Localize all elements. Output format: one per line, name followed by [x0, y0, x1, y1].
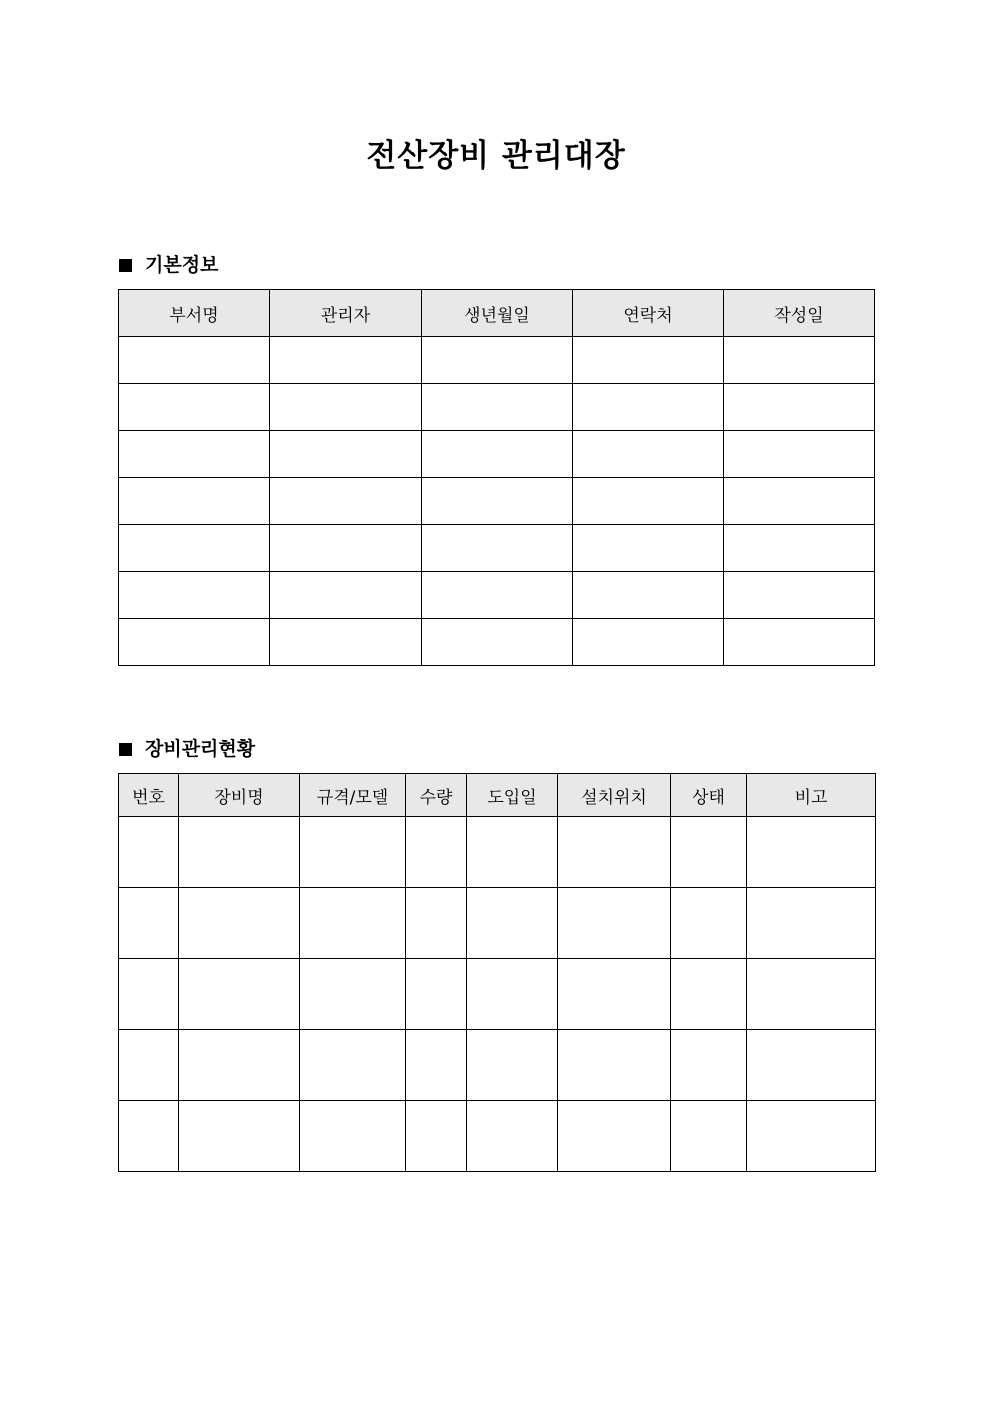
table-cell[interactable] [747, 959, 876, 1030]
table-cell[interactable] [300, 959, 406, 1030]
table-cell[interactable] [179, 1030, 300, 1101]
table-cell[interactable] [747, 1101, 876, 1172]
table-cell[interactable] [406, 817, 467, 888]
column-header-equipment-name: 장비명 [179, 774, 300, 817]
table-row [119, 337, 875, 384]
table-cell[interactable] [724, 572, 875, 619]
table-row [119, 1030, 876, 1101]
table-cell[interactable] [270, 572, 422, 619]
table-cell[interactable] [671, 888, 747, 959]
table-cell[interactable] [724, 478, 875, 525]
table-cell[interactable] [270, 478, 422, 525]
table-cell[interactable] [467, 1030, 558, 1101]
column-header-introduction-date: 도입일 [467, 774, 558, 817]
table-cell[interactable] [558, 959, 671, 1030]
column-header-department: 부서명 [119, 290, 270, 337]
column-header-spec-model: 규격/모델 [300, 774, 406, 817]
document-title: 전산장비 관리대장 [366, 138, 626, 174]
table-cell[interactable] [119, 1101, 179, 1172]
section-heading-equipment-status [119, 736, 255, 762]
column-header-date-written: 작성일 [724, 290, 875, 337]
table-row [119, 1101, 876, 1172]
column-header-status: 상태 [671, 774, 747, 817]
table-cell[interactable] [671, 1101, 747, 1172]
table-cell[interactable] [558, 1101, 671, 1172]
table-cell[interactable] [179, 1101, 300, 1172]
table-row [119, 525, 875, 572]
square-bullet-icon [119, 743, 132, 756]
table-cell[interactable] [671, 817, 747, 888]
column-header-remarks: 비고 [747, 774, 876, 817]
table-cell[interactable] [119, 337, 270, 384]
table-cell[interactable] [119, 888, 179, 959]
table-cell[interactable] [300, 1030, 406, 1101]
basic-info-table [118, 289, 875, 666]
table-cell[interactable] [747, 1030, 876, 1101]
table-row [119, 572, 875, 619]
table-cell[interactable] [270, 619, 422, 666]
table-cell[interactable] [422, 337, 573, 384]
table-cell[interactable] [119, 1030, 179, 1101]
table-row [119, 959, 876, 1030]
table-cell[interactable] [467, 1101, 558, 1172]
table-cell[interactable] [119, 817, 179, 888]
table-cell[interactable] [119, 959, 179, 1030]
table-cell[interactable] [573, 619, 724, 666]
table-cell[interactable] [422, 431, 573, 478]
square-bullet-icon [119, 259, 132, 272]
section-heading-basic-info [119, 252, 218, 278]
table-cell[interactable] [558, 1030, 671, 1101]
table-cell[interactable] [406, 1101, 467, 1172]
table-row [119, 619, 875, 666]
table-cell[interactable] [573, 337, 724, 384]
table-cell[interactable] [179, 817, 300, 888]
table-header-row [119, 774, 876, 817]
table-cell[interactable] [119, 384, 270, 431]
table-cell[interactable] [724, 431, 875, 478]
table-cell[interactable] [179, 888, 300, 959]
table-cell[interactable] [573, 431, 724, 478]
table-cell[interactable] [724, 384, 875, 431]
table-row [119, 888, 876, 959]
table-cell[interactable] [270, 431, 422, 478]
table-cell[interactable] [747, 817, 876, 888]
table-cell[interactable] [724, 619, 875, 666]
table-cell[interactable] [467, 817, 558, 888]
table-cell[interactable] [558, 888, 671, 959]
table-header-row [119, 290, 875, 337]
column-header-number: 번호 [119, 774, 179, 817]
table-cell[interactable] [422, 572, 573, 619]
table-cell[interactable] [724, 337, 875, 384]
table-row [119, 817, 876, 888]
table-cell[interactable] [406, 888, 467, 959]
table-cell[interactable] [573, 384, 724, 431]
table-row [119, 478, 875, 525]
column-header-quantity: 수량 [406, 774, 467, 817]
table-cell[interactable] [406, 1030, 467, 1101]
table-cell[interactable] [119, 572, 270, 619]
table-cell[interactable] [119, 431, 270, 478]
table-cell[interactable] [270, 525, 422, 572]
table-cell[interactable] [300, 888, 406, 959]
table-cell[interactable] [119, 525, 270, 572]
table-cell[interactable] [300, 817, 406, 888]
column-header-contact: 연락처 [573, 290, 724, 337]
table-cell[interactable] [558, 817, 671, 888]
table-cell[interactable] [300, 1101, 406, 1172]
table-cell[interactable] [573, 572, 724, 619]
table-cell[interactable] [467, 959, 558, 1030]
section-heading-label: 기본정보 [145, 254, 219, 276]
table-cell[interactable] [671, 1030, 747, 1101]
table-cell[interactable] [270, 337, 422, 384]
table-cell[interactable] [573, 478, 724, 525]
section-heading-label: 장비관리현황 [145, 738, 256, 760]
table-cell[interactable] [119, 619, 270, 666]
table-row [119, 384, 875, 431]
table-cell[interactable] [422, 525, 573, 572]
equipment-status-table [118, 773, 876, 1172]
table-cell[interactable] [406, 959, 467, 1030]
table-cell[interactable] [119, 478, 270, 525]
table-cell[interactable] [422, 384, 573, 431]
table-cell[interactable] [179, 959, 300, 1030]
table-cell[interactable] [747, 888, 876, 959]
table-cell[interactable] [422, 478, 573, 525]
table-cell[interactable] [270, 384, 422, 431]
table-row [119, 431, 875, 478]
table-cell[interactable] [422, 619, 573, 666]
column-header-location: 설치위치 [558, 774, 671, 817]
table-cell[interactable] [724, 525, 875, 572]
column-header-manager: 관리자 [270, 290, 422, 337]
table-cell[interactable] [671, 959, 747, 1030]
table-cell[interactable] [467, 888, 558, 959]
column-header-birthdate: 생년월일 [422, 290, 573, 337]
table-cell[interactable] [573, 525, 724, 572]
